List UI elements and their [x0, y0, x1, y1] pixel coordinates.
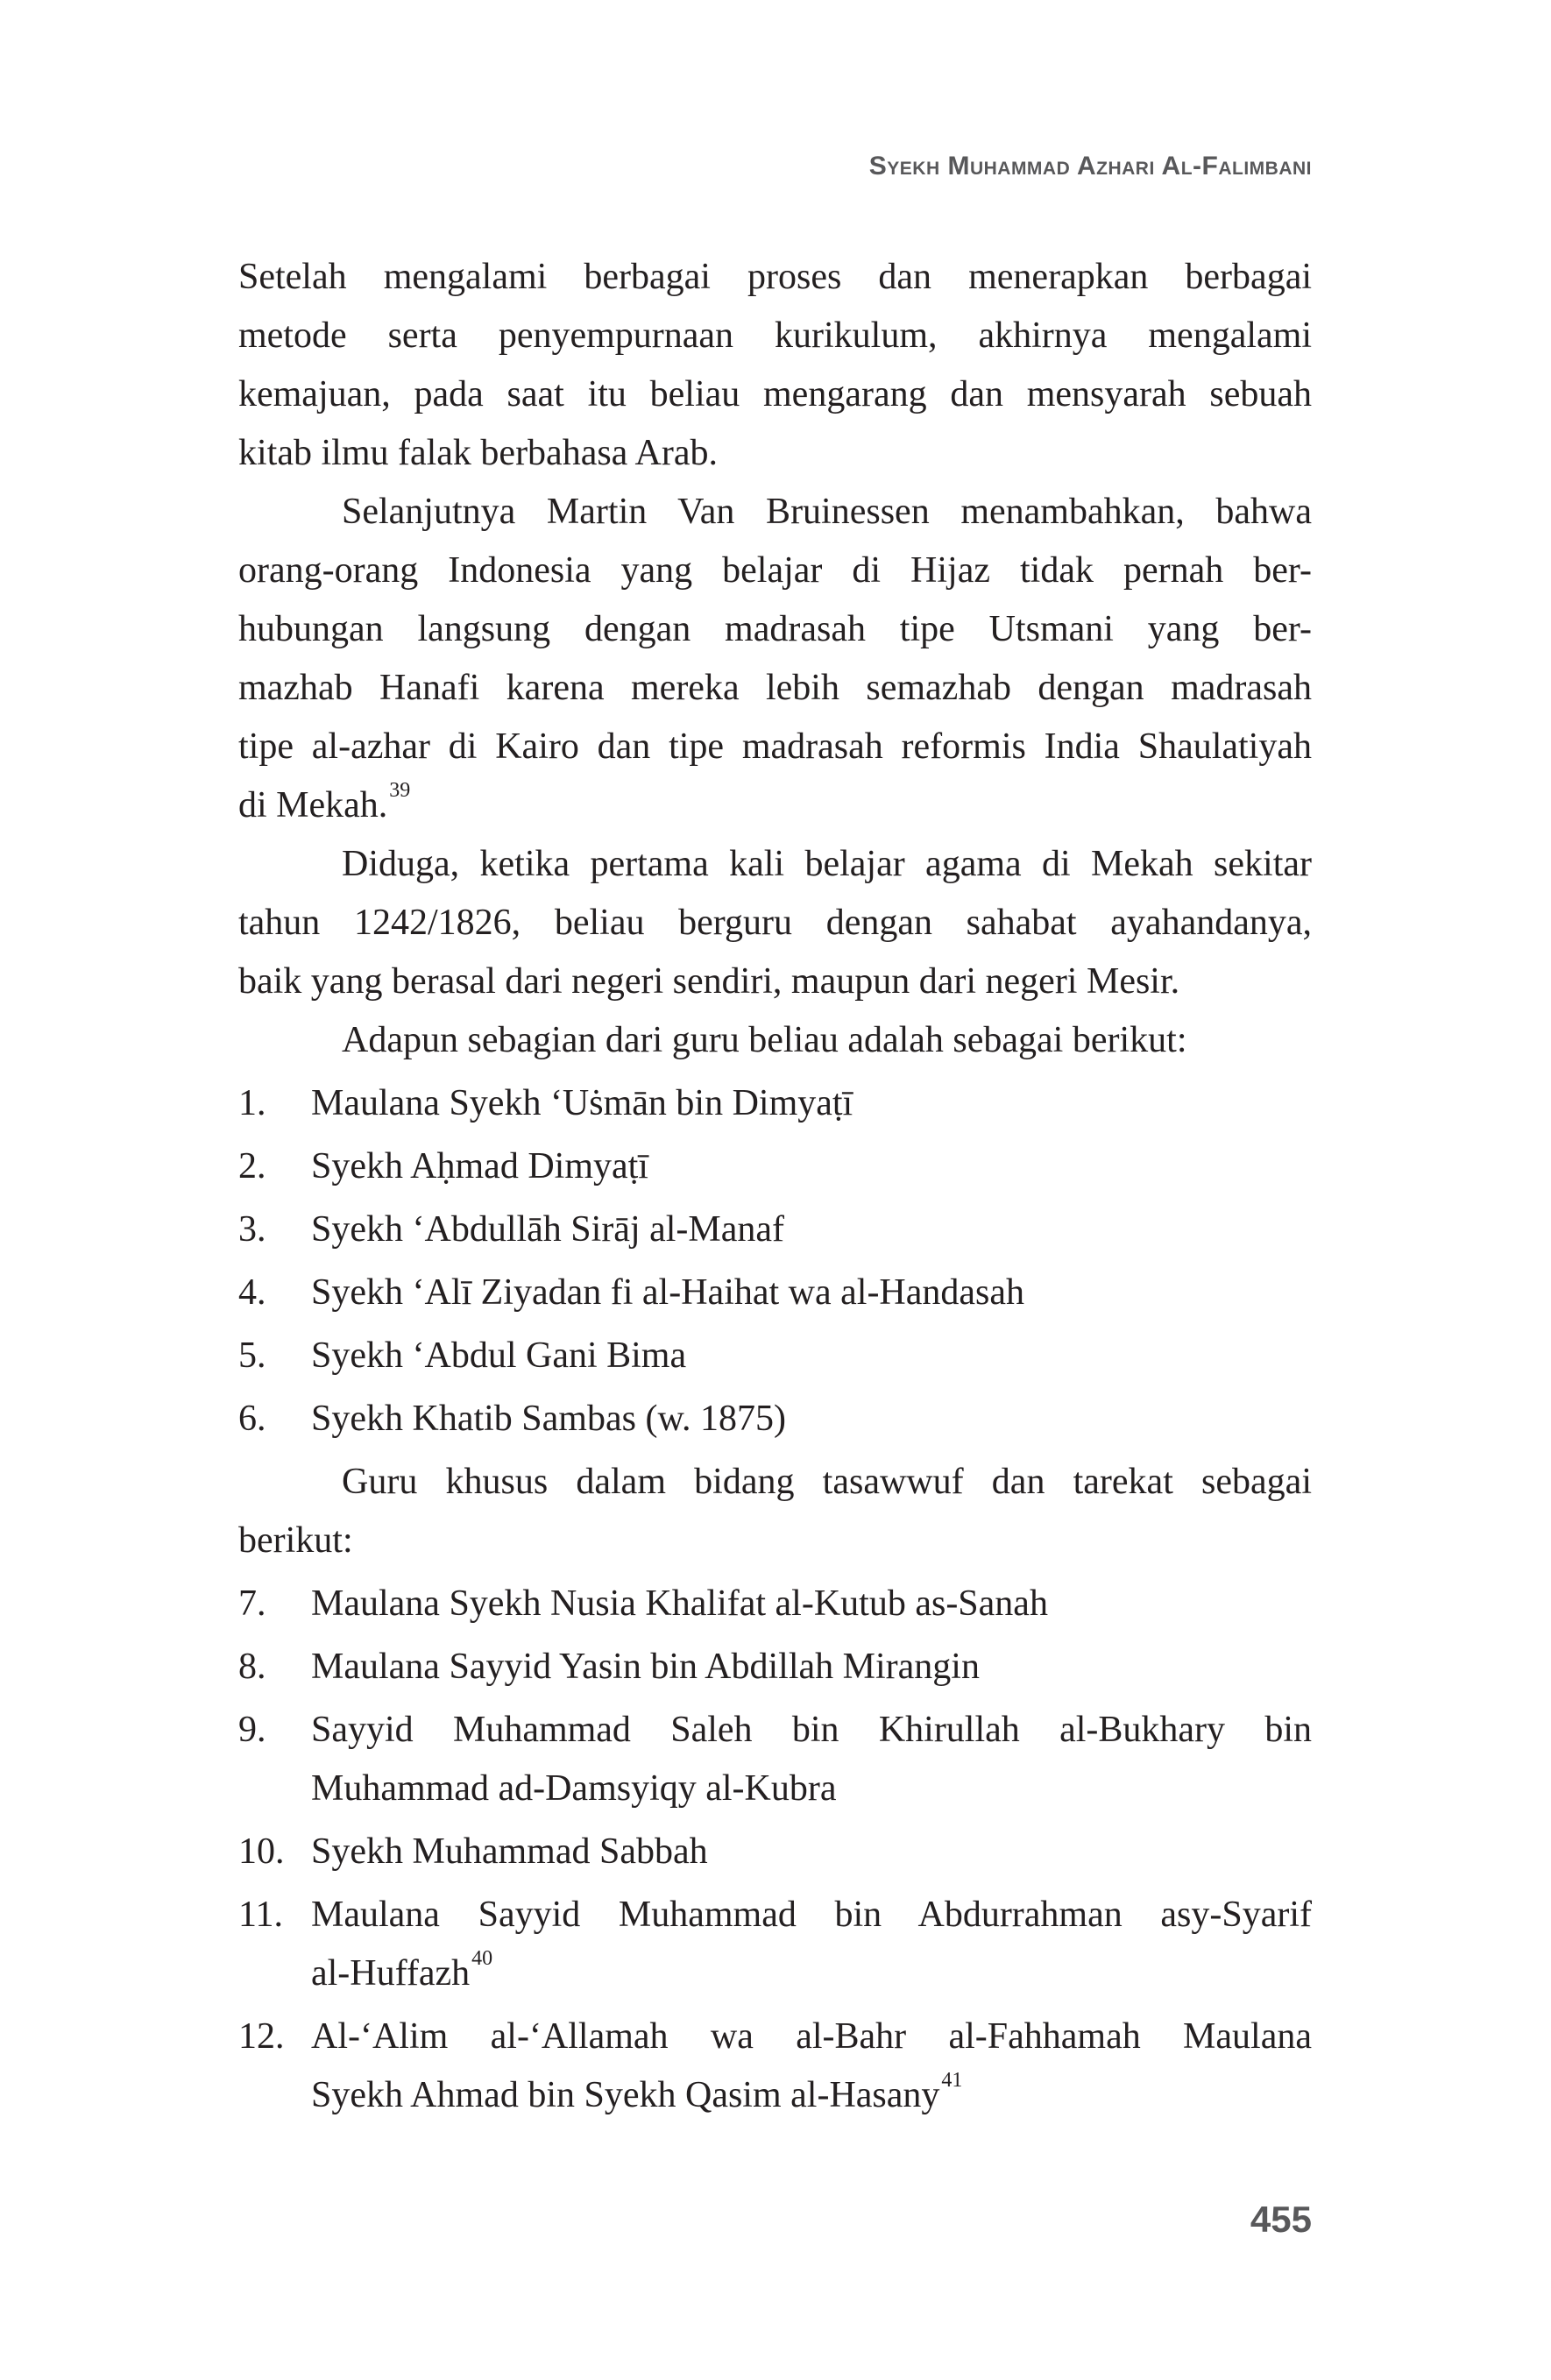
footnote-ref-40[interactable]: 40 [471, 1947, 493, 1970]
footnote-ref-39[interactable]: 39 [389, 779, 411, 802]
list-item-text: Syekh Muhammad Sabbah [311, 1831, 708, 1872]
list-item-text [311, 1944, 1312, 2003]
list-item-number: 4. [238, 1272, 266, 1313]
list-item [238, 1886, 1312, 2003]
text-line: hubungan langsung dengan madrasah tipe Utsmani yang ber- [238, 609, 1312, 649]
text-line: berikut: [238, 1520, 353, 1561]
paragraph-tasawwuf-intro [238, 1453, 1312, 1570]
list-item [238, 1638, 1312, 1696]
page-body [238, 248, 1312, 2125]
text-line: tipe al-azhar di Kairo dan tipe madrasah reformis India Shaulatiyah [238, 726, 1312, 767]
text-line: kemajuan, pada saat itu beliau mengarang dan mensyarah sebuah [238, 374, 1312, 414]
list-item-text: Syekh ‘Abdul Gani Bima [311, 1335, 687, 1376]
text-line: Diduga, ketika pertama kali belajar agama di Mekah sekitar [342, 844, 1312, 884]
text-line-content: di Mekah. [238, 785, 388, 825]
running-header-title: Syekh Muhammad Azhari Al-Falimbani [868, 152, 1312, 181]
list-item-number: 3. [238, 1209, 266, 1250]
list-item [238, 1575, 1312, 1633]
list-item-text: Maulana Syekh ‘Uṡmān bin Dimyaṭī [311, 1083, 853, 1123]
list-item-text: Al-‘Alim al-‘Allamah wa al-Bahr al-Fahhamah Maulana [311, 2016, 1312, 2057]
list-item [238, 1823, 1312, 1881]
text-line: baik yang berasal dari negeri sendiri, maupun dari negeri Mesir. [238, 961, 1180, 1002]
list-item [238, 1074, 1312, 1133]
list-item-number: 1. [238, 1083, 266, 1123]
list-item [238, 2008, 1312, 2125]
list-item [238, 1701, 1312, 1818]
paragraph-4 [238, 1011, 1312, 1070]
list-item-number: 9. [238, 1710, 266, 1750]
paragraph-2 [238, 483, 1312, 835]
page-number: 455 [1250, 2199, 1312, 2240]
list-item-text: Syekh ‘Alī Ziyadan fi al-Haihat wa al-Handasah [311, 1272, 1025, 1313]
list-item [238, 1137, 1312, 1196]
teachers-list-tasawwuf [238, 1575, 1312, 2125]
text-line [238, 776, 1312, 835]
text-line: metode serta penyempurnaan kurikulum, akhirnya mengalami [238, 315, 1312, 356]
footnote-ref-41[interactable]: 41 [941, 2069, 963, 2092]
list-item-text: Syekh Aḥmad Dimyaṭī [311, 1146, 648, 1186]
text-line: Adapun sebagian dari guru beliau adalah sebagai berikut: [342, 1020, 1187, 1060]
list-item-number: 8. [238, 1647, 266, 1687]
text-line: Setelah mengalami berbagai proses dan menerapkan berbagai [238, 257, 1312, 297]
list-item-text: Maulana Sayyid Yasin bin Abdillah Mirangin [311, 1647, 980, 1687]
list-item-number: 11. [238, 1895, 283, 1935]
text-line: kitab ilmu falak berbahasa Arab. [238, 433, 718, 473]
text-line-content: Syekh Ahmad bin Syekh Qasim al-Hasany [311, 2075, 940, 2115]
text-line: Selanjutnya Martin Van Bruinessen menambahkan, bahwa [342, 492, 1312, 532]
list-item-text: Maulana Sayyid Muhammad bin Abdurrahman asy-Syarif [311, 1895, 1312, 1935]
list-item-number: 12. [238, 2016, 285, 2057]
teachers-list-general [238, 1074, 1312, 1449]
text-line: orang-orang Indonesia yang belajar di Hijaz tidak pernah ber- [238, 550, 1312, 591]
list-item-number: 5. [238, 1335, 266, 1376]
text-line: mazhab Hanafi karena mereka lebih semazhab dengan madrasah [238, 668, 1312, 708]
list-item-text: Syekh Khatib Sambas (w. 1875) [311, 1399, 787, 1439]
list-item [238, 1264, 1312, 1322]
list-item-text: Syekh ‘Abdullāh Sirāj al-Manaf [311, 1209, 785, 1250]
list-item-number: 10. [238, 1831, 285, 1872]
list-item-number: 2. [238, 1146, 266, 1186]
list-item [238, 1201, 1312, 1259]
list-item-text: Maulana Syekh Nusia Khalifat al-Kutub as-Sanah [311, 1583, 1048, 1624]
list-item-text: Sayyid Muhammad Saleh bin Khirullah al-Bukhary bin [311, 1710, 1312, 1750]
text-line: tahun 1242/1826, beliau berguru dengan sahabat ayahandanya, [238, 903, 1312, 943]
list-item [238, 1327, 1312, 1385]
paragraph-1 [238, 248, 1312, 483]
list-item-number: 7. [238, 1583, 266, 1624]
text-line-content: al-Huffazh [311, 1953, 471, 1994]
text-line: Guru khusus dalam bidang tasawwuf dan tarekat sebagai [342, 1462, 1312, 1502]
list-item [238, 1390, 1312, 1449]
list-item-number: 6. [238, 1399, 266, 1439]
paragraph-3 [238, 835, 1312, 1011]
list-item-text [311, 2066, 1312, 2125]
list-item-text: Muhammad ad-Damsyiqy al-Kubra [311, 1768, 837, 1809]
